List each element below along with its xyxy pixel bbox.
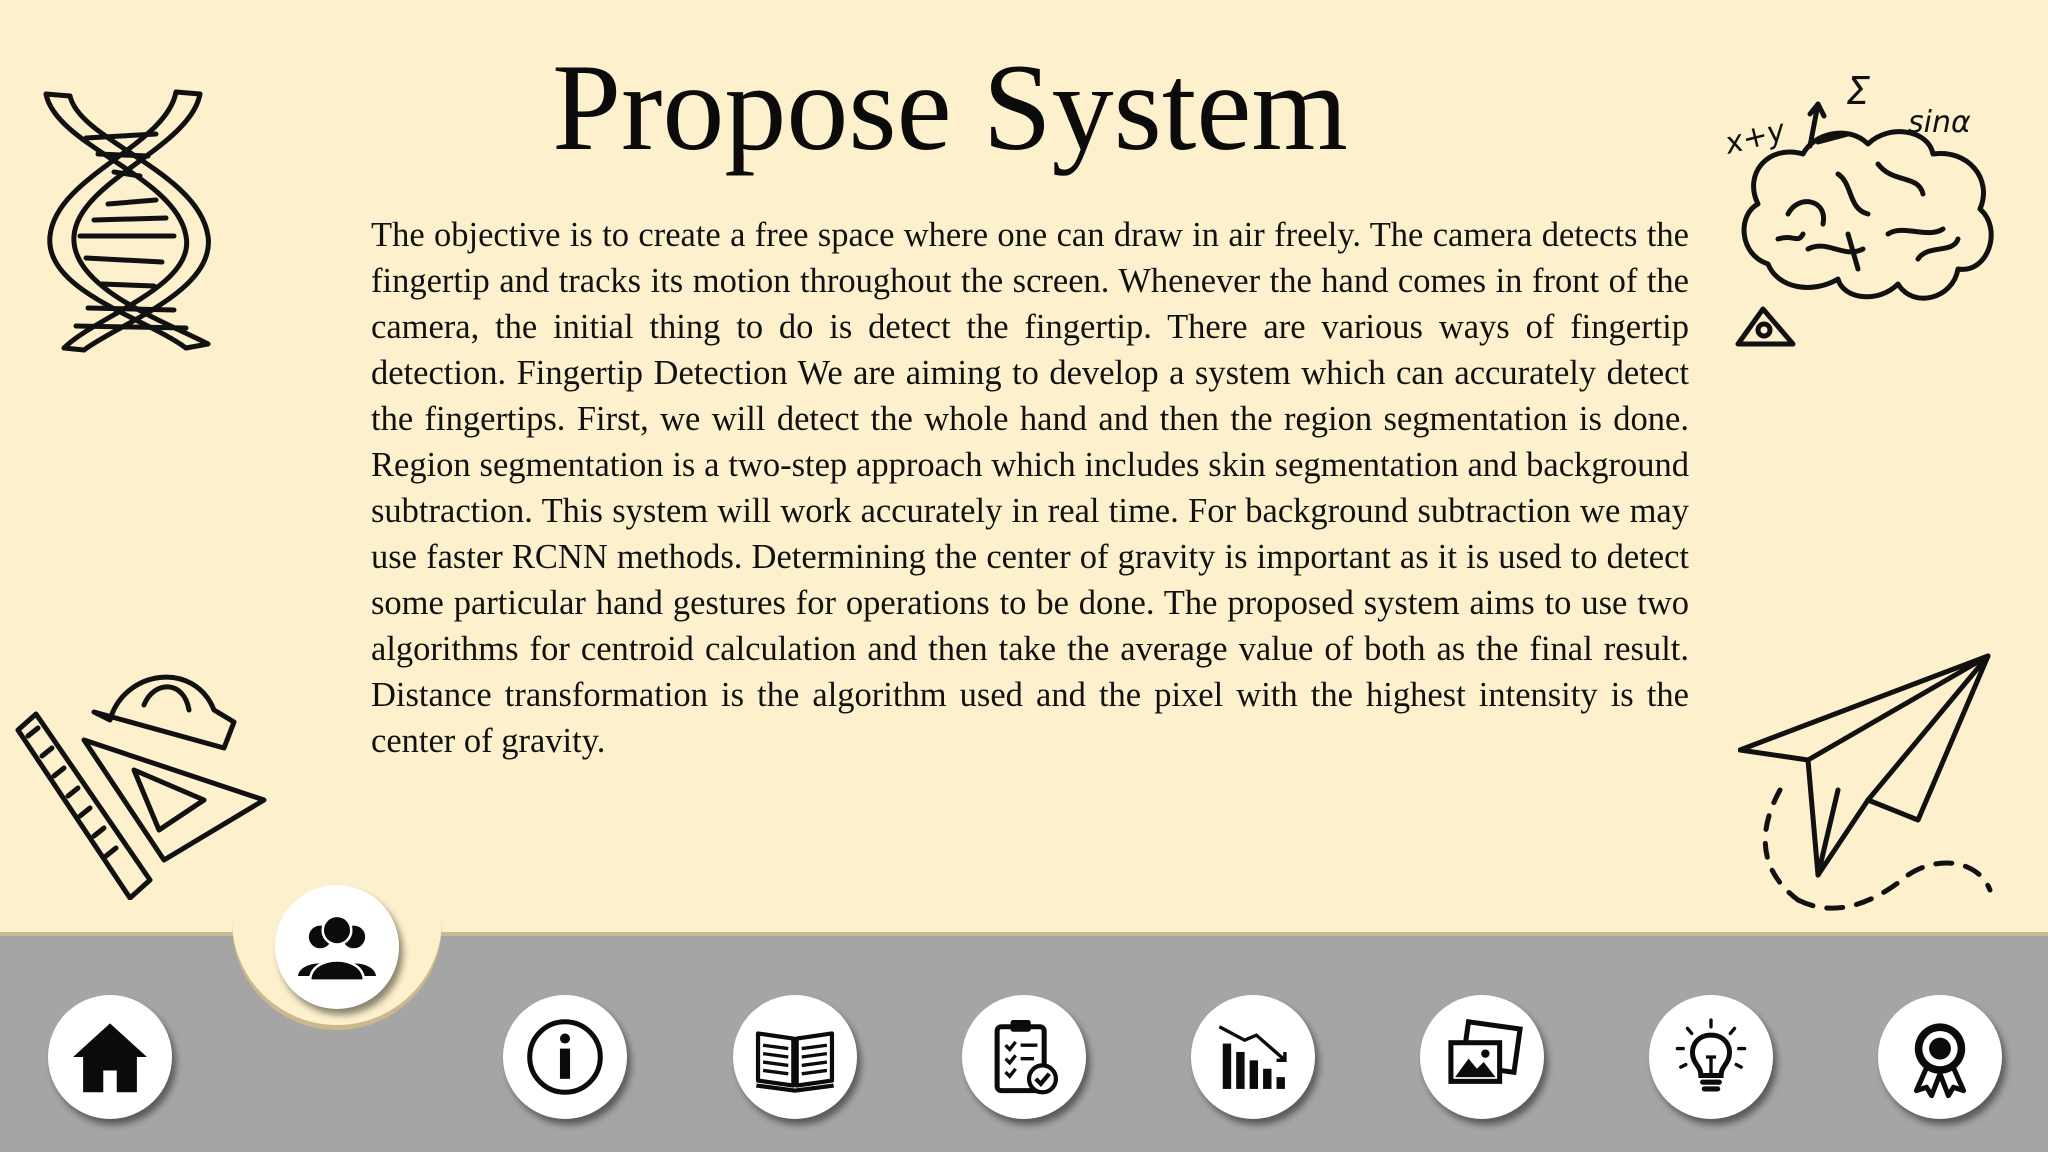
- declining-chart-icon: [1211, 1015, 1295, 1099]
- formula-text: sinα: [1908, 105, 1971, 140]
- paper-plane-doodle: [1738, 650, 1998, 920]
- home-button[interactable]: [48, 995, 172, 1119]
- award-ribbon-icon: [1898, 1015, 1982, 1099]
- people-icon: [295, 905, 379, 989]
- info-button[interactable]: [503, 995, 627, 1119]
- team-button[interactable]: [275, 885, 399, 1009]
- gallery-button[interactable]: [1420, 995, 1544, 1119]
- idea-button[interactable]: [1649, 995, 1773, 1119]
- book-button[interactable]: [733, 995, 857, 1119]
- book-icon: [753, 1015, 837, 1099]
- award-button[interactable]: [1878, 995, 2002, 1119]
- lightbulb-icon: [1669, 1015, 1753, 1099]
- formula-text: x+y: [1721, 113, 1789, 162]
- info-icon: [523, 1015, 607, 1099]
- ruler-protractor-set-square-doodle: [14, 650, 274, 900]
- slide-body-text: The objective is to create a free space where one can draw in air freely. The camera detects the fingertip and tracks its motion throughout the screen. Whenever the hand comes in front of the camera, the initial thing to do is detect the fingertip. There are various ways of fingertip detection. Fingertip Detection We are aiming to develop a system which can accurately detect the fingertips. First, we will detect the whole hand and then the region segmentation is done. Region segmentation is a two-step approach which includes skin segmentation and background subtraction. This system will work accurately in real time. For background subtraction we may use faster RCNN methods. Determining the center of gravity is important as it is used to detect some particular hand gestures for operations to be done. The proposed system aims to use two algorithms for centroid calculation and then take the average value of both as the final result. Distance transformation is the algorithm used and the pixel with the highest intensity is the center of gravity.: [371, 216, 1689, 760]
- home-icon: [68, 1015, 152, 1099]
- photos-icon: [1440, 1015, 1524, 1099]
- chart-button[interactable]: [1191, 995, 1315, 1119]
- clipboard-check-icon: [982, 1015, 1066, 1099]
- checklist-button[interactable]: [962, 995, 1086, 1119]
- slide-title: Propose System: [552, 39, 1348, 176]
- formula-text: Σ: [1846, 69, 1871, 113]
